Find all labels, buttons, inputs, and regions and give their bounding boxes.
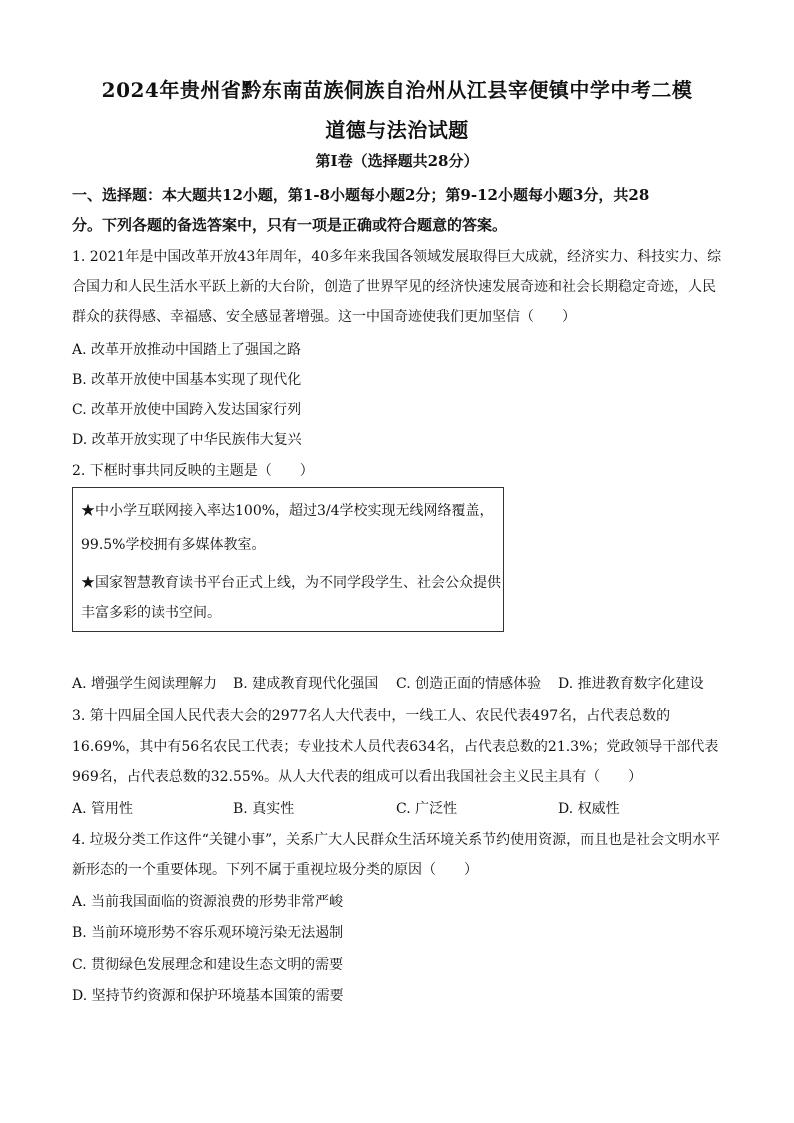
q3-option-c: C. 广泛性 (396, 801, 458, 817)
q1-stem-line-3: 群众的获得感、幸福感、安全感显著增强。这一中国奇迹使我们更加坚信（ ） (72, 309, 576, 325)
q4-stem-line-2: 新形态的一个重要体现。下列不属于重视垃圾分类的原因（ ） (72, 862, 478, 878)
q4-option-c: C. 贯彻绿色发展理念和建设生态文明的需要 (72, 957, 344, 973)
q3-option-d: D. 权威性 (558, 801, 620, 817)
section-header: 第Ⅰ卷（选择题共28分） (315, 152, 479, 170)
q2-box-line-2: 99.5%学校拥有多媒体教室。 (81, 537, 266, 553)
q2-option-c: C. 创造正面的情感体验 (396, 676, 542, 692)
q1-stem-line-2: 合国力和人民生活水平跃上新的大台阶，创造了世界罕见的经济快速发展奇迹和社会长期稳定奇迹，人民 (72, 279, 716, 295)
q3-option-a: A. 管用性 (72, 801, 134, 817)
q2-box-line-3: ★国家智慧教育读书平台正式上线，为不同学段学生、社会公众提供 (81, 575, 501, 591)
q4-option-a: A. 当前我国面临的资源浪费的形势非常严峻 (72, 894, 344, 910)
instructions-line-2: 分。下列各题的备选答案中，只有一项是正确或符合题意的答案。 (72, 216, 508, 234)
q4-stem-line-1: 4. 垃圾分类工作这件“关键小事”，关系广大人民群众生活环境关系节约使用资源，而且也是社会文明水平 (72, 832, 721, 848)
q1-option-c: C. 改革开放使中国跨入发达国家行列 (72, 402, 302, 418)
q1-option-a: A. 改革开放推动中国踏上了强国之路 (72, 342, 302, 358)
exam-subject-title: 道德与法治试题 (325, 118, 469, 142)
q3-stem-line-2: 16.69%，其中有56名农民工代表；专业技术人员代表634名，占代表总数的21.3%；党政领导干部代表 (72, 739, 719, 755)
q3-stem-line-1: 3. 第十四届全国人民代表大会的2977名人大代表中，一线工人、农民代表497名，占代表总数的 (72, 708, 671, 724)
q2-option-a: A. 增强学生阅读理解力 (72, 676, 218, 692)
q1-option-d: D. 改革开放实现了中华民族伟大复兴 (72, 432, 302, 448)
q1-stem-line-1: 1. 2021年是中国改革开放43年周年，40多年来我国各领域发展取得巨大成就，经济实力、科技实力、综 (72, 249, 722, 265)
q4-option-d: D. 坚持节约资源和保护环境基本国策的需要 (72, 988, 344, 1004)
q2-stem: 2. 下框时事共同反映的主题是（ ） (72, 463, 314, 479)
q2-box-line-4: 丰富多彩的读书空间。 (81, 605, 221, 621)
exam-title: 2024年贵州省黔东南苗族侗族自治州从江县宰便镇中学中考二模 (101, 78, 693, 102)
q3-option-b: B. 真实性 (233, 801, 295, 817)
q2-box-line-1: ★中小学互联网接入率达100%，超过3/4学校实现无线网络覆盖， (81, 503, 494, 519)
q1-option-b: B. 改革开放使中国基本实现了现代化 (72, 372, 302, 388)
q3-stem-line-3: 969名，占代表总数的32.55%。从人大代表的组成可以看出我国社会主义民主具有（ ） (72, 769, 643, 785)
q2-option-d: D. 推进教育数字化建设 (558, 676, 704, 692)
instructions-line-1: 一、选择题：本大题共12小题，第1-8小题每小题2分；第9-12小题每小题3分，共28 (72, 186, 650, 204)
q2-news-box (72, 487, 504, 632)
q4-option-b: B. 当前环境形势不容乐观环境污染无法遏制 (72, 925, 344, 941)
q2-option-b: B. 建成教育现代化强国 (233, 676, 379, 692)
